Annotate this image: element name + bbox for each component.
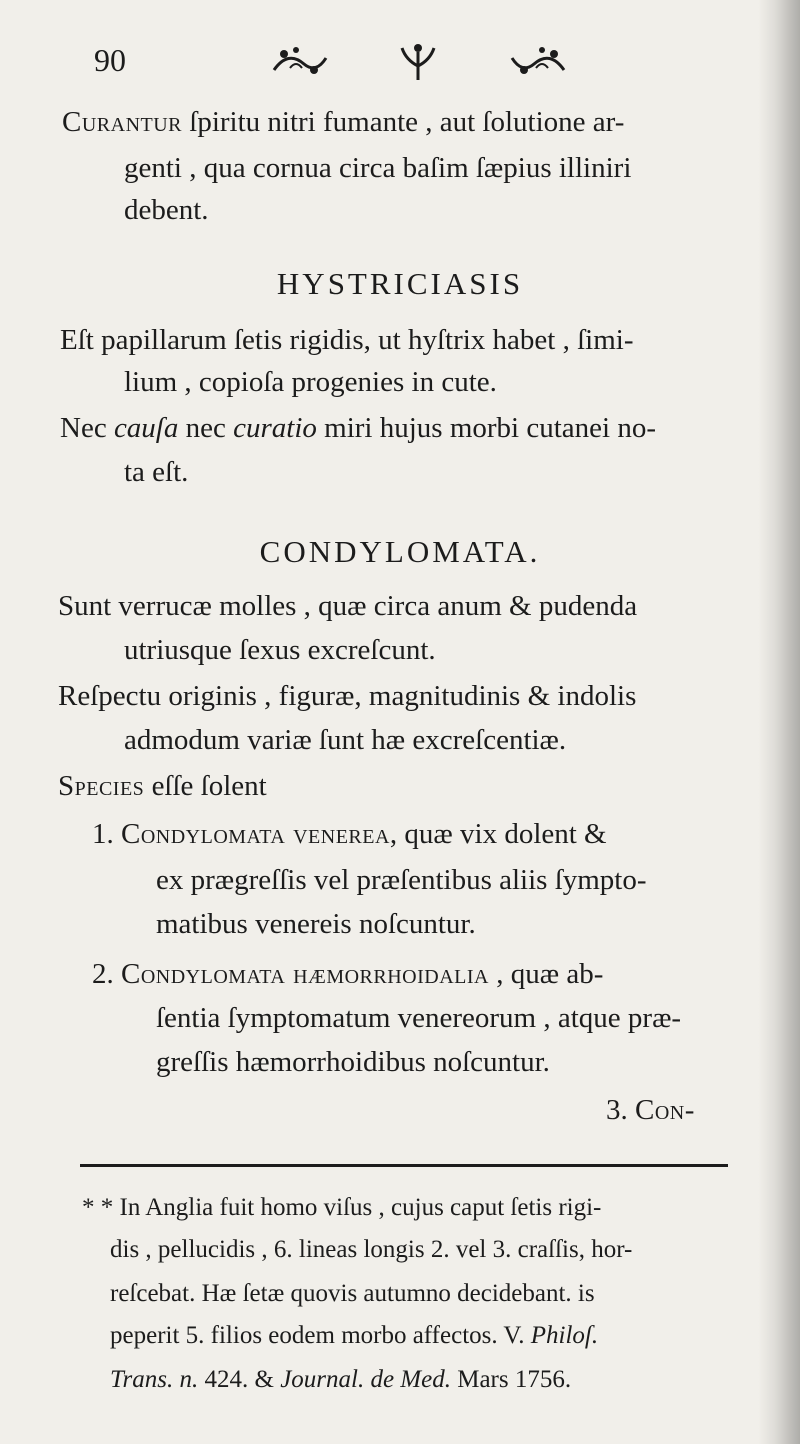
item-1-number: 1.: [92, 818, 114, 850]
curantur-lead: Curantur: [62, 106, 183, 138]
causa-word: cauſa: [113, 412, 179, 444]
hystriciasis-line-1: Eſt papillarum ſetis rigidis, ut hyſtrix habet , ſimi-: [60, 324, 634, 356]
item-1-line-1-rest: , quæ vix dolent &: [389, 818, 607, 850]
hystriciasis-line-4: ta eſt.: [124, 456, 189, 488]
footnote-line-4-a: peperit 5. filios eodem morbo affectos. V.: [110, 1322, 531, 1349]
item-2-number: 2.: [92, 958, 114, 990]
footnote-line-5-a: 424. &: [198, 1366, 281, 1393]
curantur-line-2: genti , qua cornua circa baſim ſæpius illiniri: [124, 152, 632, 184]
philos-citation: Philoſ.: [530, 1322, 599, 1349]
condylomata-line-1: Sunt verrucæ molles , quæ circa anum & pudenda: [58, 590, 638, 622]
species-lead: Species: [58, 770, 145, 802]
curantur-line-1-text: ſpiritu nitri fumante , aut ſolutione ar-: [182, 106, 625, 138]
heading-hystriciasis: HYSTRICIASIS: [276, 266, 524, 301]
journal-citation: Journal. de Med.: [280, 1366, 451, 1393]
hystriciasis-line-3-c: miri hujus morbi cutanei no-: [316, 412, 656, 444]
footnote-line-5-b: Mars 1756.: [450, 1366, 572, 1393]
item-1-line-2: ex prægreſſis vel præſentibus aliis ſympto-: [156, 864, 647, 896]
footnote-marker: * *: [82, 1194, 114, 1221]
footnote-line-1-text: In Anglia fuit homo viſus , cujus caput ſetis rigi-: [119, 1194, 602, 1221]
catchword-text: Con-: [635, 1094, 695, 1126]
sprig-ornament: [396, 40, 440, 82]
species-rest: eſſe ſolent: [144, 770, 267, 802]
hystriciasis-line-2: lium , copioſa progenies in cute.: [124, 366, 497, 398]
page-gutter-shadow: [758, 0, 800, 1444]
hystriciasis-line-3: [60, 412, 656, 445]
curantur-line-3: debent.: [124, 194, 209, 226]
hystriciasis-line-3-b: nec: [178, 412, 234, 444]
footnote-rule: [80, 1164, 728, 1167]
curatio-word: curatio: [233, 412, 317, 444]
catchword-number: 3.: [606, 1094, 628, 1126]
item-1-name: Condylomata venerea: [121, 818, 390, 850]
catchword: [606, 1094, 695, 1127]
hystriciasis-line-3-a: Nec: [60, 412, 114, 444]
footnote-line-5: [110, 1366, 571, 1394]
footnote-line-4: [110, 1322, 598, 1350]
item-2-line-3: greſſis hæmorrhoidibus noſcuntur.: [156, 1046, 550, 1078]
right-flourish-ornament: [508, 40, 568, 80]
item-2-line-1-rest: , quæ ab-: [488, 958, 604, 990]
footnote-line-2: dis , pellucidis , 6. lineas longis 2. vel 3. craſſis, hor-: [110, 1236, 633, 1263]
item-2-name: Condylomata hæmorrhoidalia: [121, 958, 489, 990]
trans-citation: Trans. n.: [110, 1366, 199, 1393]
species-line: [58, 770, 267, 803]
page-number: 90: [94, 42, 126, 78]
left-flourish-ornament: [270, 40, 330, 80]
heading-condylomata: CONDYLOMATA.: [259, 534, 541, 569]
footnote-line-3: reſcebat. Hæ ſetæ quovis autumno decidebant. is: [110, 1280, 595, 1307]
item-2-line-2: ſentia ſymptomatum venereorum , atque præ-: [156, 1002, 682, 1034]
condylomata-line-3: Reſpectu originis , figuræ, magnitudinis & indolis: [58, 680, 637, 712]
footnote-line-1: [82, 1194, 601, 1222]
curantur-line-1: [62, 106, 624, 139]
condylomata-line-2: utriusque ſexus excreſcunt.: [124, 634, 436, 666]
condylomata-line-4: admodum variæ ſunt hæ excreſcentiæ.: [124, 724, 567, 756]
item-1-line-3: matibus venereis noſcuntur.: [156, 908, 476, 940]
item-2-line-1: [92, 958, 603, 991]
item-1-line-1: [92, 818, 607, 851]
